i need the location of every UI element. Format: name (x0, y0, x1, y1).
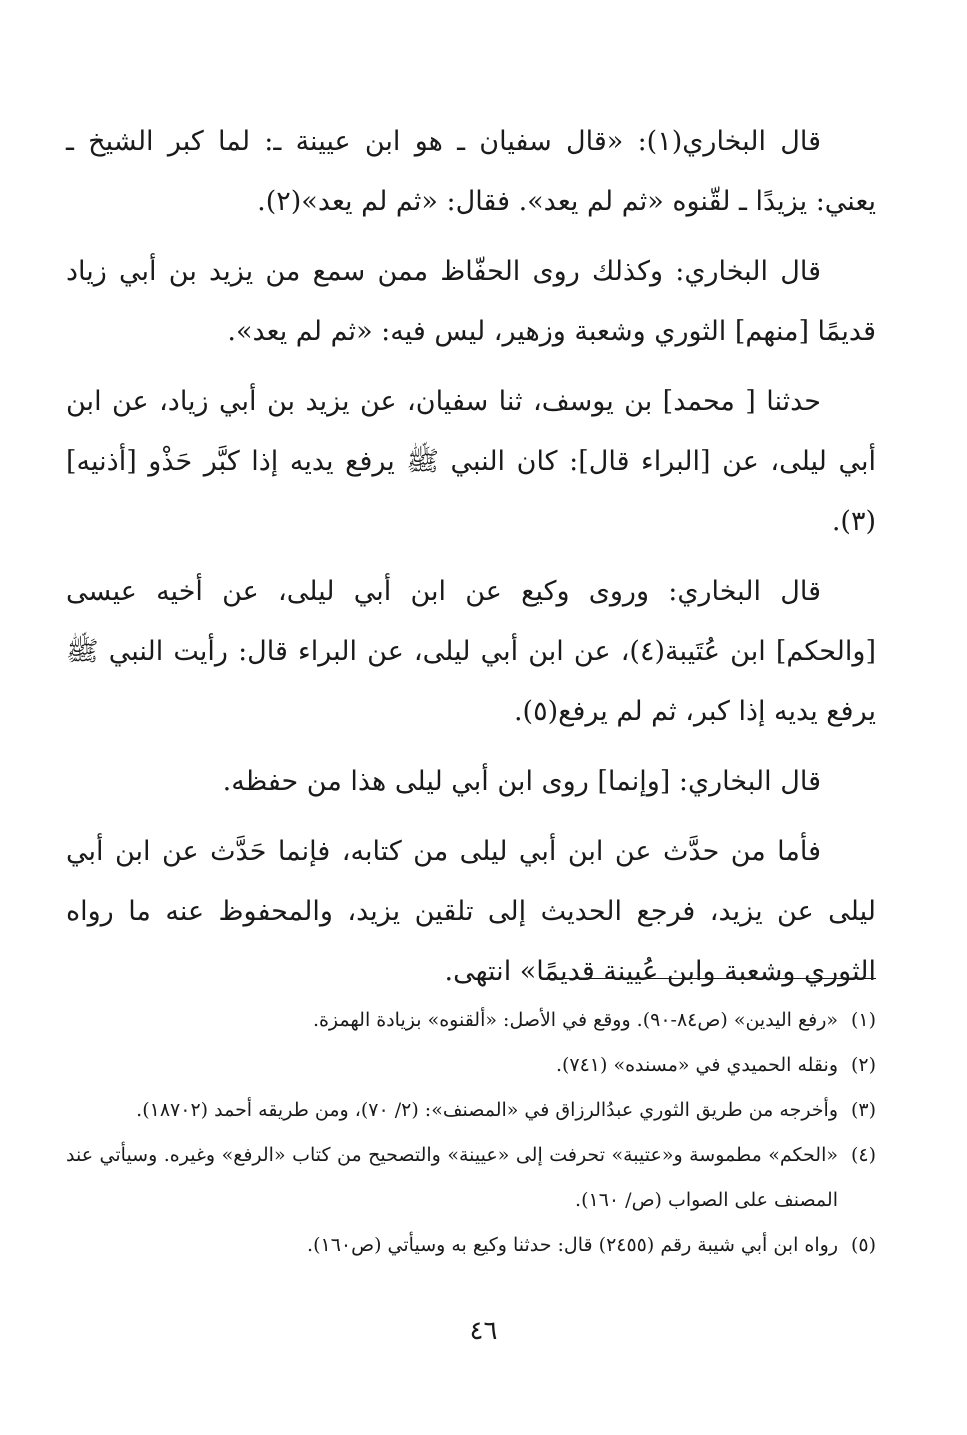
footnote-2 (66, 1043, 876, 1088)
page-number: ٤٦ (469, 1316, 498, 1346)
paragraph-6: فأما من حدَّث عن ابن أبي ليلى من كتابه، فإنما حَدَّث عن ابن أبي ليلى عن يزيد، فرجع الحديث إلى تلقين يزيد، والمحفوظ عنه ما رواه الثوري وشعبة وابن عُيينة قديمًا» انتهى. (66, 836, 876, 987)
separator-line (546, 978, 876, 979)
paragraph-1: قال البخاري(١): «قال سفيان ـ هو ابن عيينة ـ: لما كبر الشيخ ـ يعني: يزيدًا ـ لقّنوه «ثم لم يعد». فقال: «ثم لم يعد»(٢). (66, 126, 876, 217)
footnote-text: «الحكم» مطموسة و«عتيبة» تحرفت إلى «عيينة» والتصحيح من كتاب «الرفع» وغيره. وسيأتي عند المصنف على الصواب (ص/ ١٦٠). (66, 1144, 838, 1211)
footnote-3 (66, 1088, 876, 1133)
footnote-5 (66, 1223, 876, 1268)
footnote-text: وأخرجه من طريق الثوري عبدُالرزاق في «المصنف»: (٢/ ٧٠)، ومن طريقه أحمد (١٨٧٠٢). (136, 1099, 838, 1121)
footnote-text: «رفع اليدين» (ص٨٤-٩٠). ووقع في الأصل: «ألقنوه» بزيادة الهمزة. (312, 1009, 838, 1031)
footnote-number: (٤) (850, 1144, 876, 1166)
footnotes-list (66, 998, 876, 1268)
footnote-4 (66, 1133, 876, 1223)
footnote-text: ونقله الحميدي في «مسنده» (٧٤١). (555, 1054, 838, 1076)
footnote-number: (٣) (850, 1099, 876, 1121)
paragraph-5: قال البخاري: [وإنما] روى ابن أبي ليلى هذا من حفظه. (222, 766, 821, 797)
paragraph-2: قال البخاري: وكذلك روى الحفّاظ ممن سمع من يزيد بن أبي زياد قديمًا [منهم] الثوري وشعبة وزهير، ليس فيه: «ثم لم يعد». (66, 256, 876, 347)
footnote-number: (٥) (850, 1234, 876, 1256)
paragraph-4: قال البخاري: وروى وكيع عن ابن أبي ليلى، عن أخيه عيسى [والحكم] ابن عُتَيبة(٤)، عن ابن أبي ليلى، عن البراء قال: رأيت النبي ﷺ يرفع يديه إذا كبر، ثم لم يرفع(٥). (66, 576, 876, 727)
footnote-1 (66, 998, 876, 1043)
footnote-text: رواه ابن أبي شيبة رقم (٢٤٥٥) قال: حدثنا وكيع به وسيأتي (ص١٦٠). (307, 1234, 838, 1256)
paragraph-3: حدثنا [ محمد] بن يوسف، ثنا سفيان، عن يزيد بن أبي زياد، عن ابن أبي ليلى، عن [البراء قال]: كان النبي ﷺ يرفع يديه إذا كبَّر حَذْو [أذنيه](٣). (66, 386, 876, 537)
footnote-number: (٢) (850, 1054, 876, 1076)
footnote-number: (١) (850, 1009, 876, 1031)
main-text (66, 112, 876, 1012)
